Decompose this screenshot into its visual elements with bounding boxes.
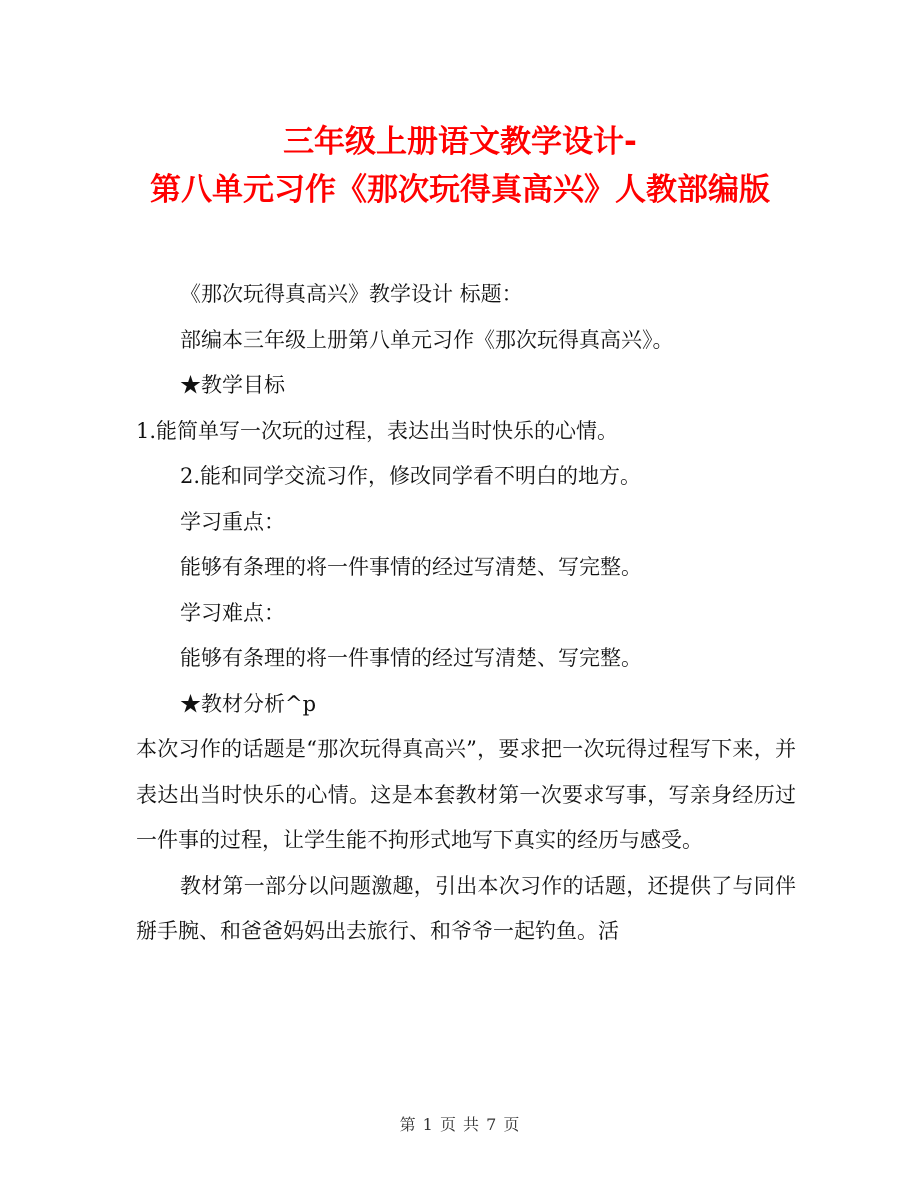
goal-item-2: 2.能和同学交流习作，修改同学看不明白的地方。 <box>180 464 642 488</box>
heading-difficulties: 学习难点： <box>180 600 285 625</box>
heading-material-analysis: ★教材分析^p <box>180 691 317 716</box>
heading-key-points: 学习重点： <box>180 509 285 534</box>
goal-item-1: 1.能简单写一次玩的过程，表达出当时快乐的心情。 <box>136 418 619 443</box>
heading-teaching-goals: ★教学目标 <box>180 373 285 397</box>
document-body <box>136 272 796 955</box>
paragraph-analysis-2: 教材第一部分以问题激趣，引出本次习作的话题，还提供了与同伴掰手腕、和爸爸妈妈出去旅行、和爷爷一起钓鱼。活 <box>136 873 796 943</box>
key-points-text: 能够有条理的将一件事情的经过写清楚、写完整。 <box>180 555 642 579</box>
document-title <box>0 118 920 214</box>
paragraph-analysis-1: 本次习作的话题是“那次玩得真高兴”，要求把一次玩得过程写下来，并表达出当时快乐的心情。这是本套教材第一次要求写事，写亲身经历过一件事的过程，让学生能不拘形式地写下真实的经历与感受。 <box>136 737 796 852</box>
page-footer: 第 1 页 共 7 页 <box>399 1115 521 1134</box>
paragraph-lesson-title: 《那次玩得真高兴》教学设计 标题： <box>180 282 523 306</box>
title-line-1: 三年级上册语文教学设计- <box>283 124 637 160</box>
difficulties-text: 能够有条理的将一件事情的经过写清楚、写完整。 <box>180 646 642 670</box>
title-line-2: 第八单元习作《那次玩得真高兴》人教部编版 <box>150 172 770 208</box>
paragraph-source: 部编本三年级上册第八单元习作《那次玩得真高兴》。 <box>180 327 674 352</box>
